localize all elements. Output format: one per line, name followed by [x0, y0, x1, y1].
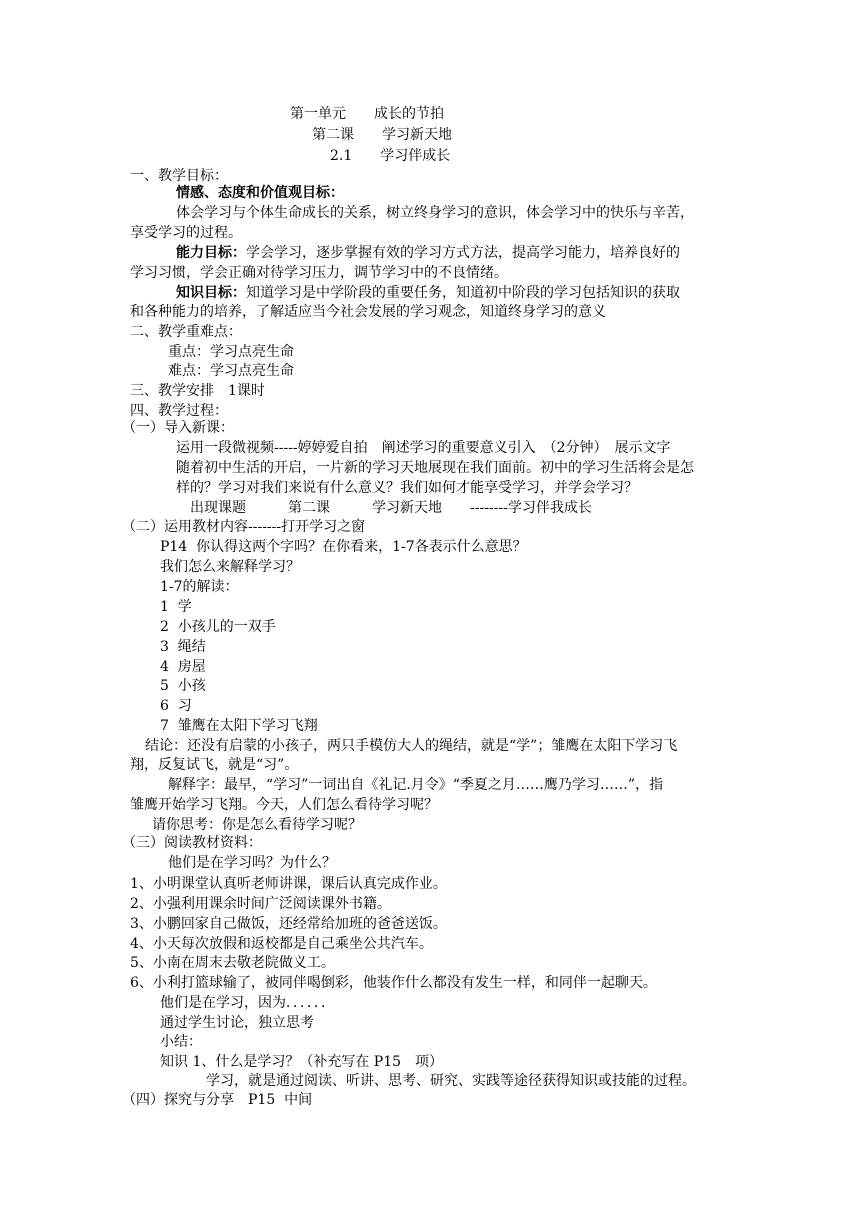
window-question: P14 你认得这两个字吗？在你看来，1-7各表示什么意思？ — [160, 539, 527, 555]
list-item: 5 小孩 — [160, 678, 206, 694]
interpretation-heading: 1-7的解读： — [160, 579, 239, 595]
goal-knowledge — [176, 283, 680, 303]
section-reading: （三）阅读教材资料： — [122, 835, 262, 851]
reading-item: 6、小利打篮球输了，被同伴喝倒彩，他装作什么都没有发生一样，和同伴一起聊天。 — [130, 975, 657, 991]
knowledge-point: 知识 1、什么是学习？（补充写在 P15 项） — [160, 1054, 444, 1070]
section-explore: （四）探究与分享 P15 中间 — [122, 1092, 313, 1108]
list-item: 1 学 — [160, 599, 192, 615]
heading-schedule: 三、教学安排 1课时 — [130, 383, 265, 399]
list-item: 3 绳结 — [160, 639, 206, 655]
goal-emotion-text-cont: 享受学习的过程。 — [130, 225, 242, 241]
goal-ability-text: 学会学习，逐步掌握有效的学习方式方法，提高学习能力，培养良好的 — [246, 245, 680, 261]
explanation: 解释字：最早，“学习”一词出自《礼记.月令》“季夏之月……鹰乃学习……”，指 — [168, 777, 664, 793]
goal-ability — [176, 243, 680, 263]
goal-knowledge-label: 知识目标： — [176, 285, 246, 301]
list-item: 2 小孩儿的一双手 — [160, 619, 276, 635]
reading-item: 1、小明课堂认真听老师讲课，课后认真完成作业。 — [130, 876, 447, 892]
unit-title: 第一单元 成长的节拍 — [290, 106, 444, 122]
goal-ability-text-cont: 学习习惯，学会正确对待学习压力，调节学习中的不良情绪。 — [130, 265, 508, 281]
list-item: 6 习 — [160, 698, 192, 714]
conclusion-cont: 翔，反复试飞，就是“习”。 — [130, 757, 299, 773]
goal-knowledge-text-cont: 和各种能力的培养，了解适应当今社会发展的学习观念，知道终身学习的意义 — [130, 304, 606, 320]
heading-goals: 一、教学目标： — [130, 168, 228, 184]
reading-item: 2、小强利用课余时间广泛阅读课外书籍。 — [130, 896, 391, 912]
window-question: 我们怎么来解释学习？ — [160, 559, 300, 575]
section-intro: （一）导入新课： — [122, 420, 234, 436]
goal-ability-label: 能力目标： — [176, 245, 246, 261]
key-point: 重点：学习点亮生命 — [168, 344, 294, 360]
discussion-line: 通过学生讨论，独立思考 — [160, 1015, 314, 1031]
think-prompt: 请你思考：你是怎么看待学习呢？ — [152, 817, 362, 833]
difficult-point: 难点：学习点亮生命 — [168, 363, 294, 379]
intro-line: 运用一段微视频-----婷婷爱自拍 阐述学习的重要意义引入 （2分钟） 展示文字 — [176, 440, 671, 456]
list-item: 7 雏鹰在太阳下学习飞翔 — [160, 718, 318, 734]
list-item: 4 房屋 — [160, 659, 206, 675]
goal-emotion-label: 情感、态度和价值观目标： — [176, 185, 344, 201]
explanation-cont: 雏鹰开始学习飞翔。今天，人们怎么看待学习呢？ — [130, 797, 438, 813]
heading-process: 四、教学过程： — [130, 403, 228, 419]
conclusion: 结论：还没有启蒙的小孩子，两只手模仿大人的绳结，就是“学”；雏鹰在太阳下学习飞 — [145, 738, 678, 754]
reading-item: 3、小鹏回家自己做饭，还经常给加班的爸爸送饭。 — [130, 916, 447, 932]
goal-emotion-text: 体会学习与个体生命成长的关系，树立终身学习的意识，体会学习中的快乐与辛苦， — [176, 205, 694, 221]
reading-item: 5、小南在周末去敬老院做义工。 — [130, 955, 335, 971]
summary-label: 小结： — [160, 1034, 202, 1050]
reading-item: 4、小天每次放假和返校都是自己乘坐公共汽车。 — [130, 936, 433, 952]
heading-key-points: 二、教学重难点： — [130, 324, 242, 340]
section-title: 2.1 学习伴成长 — [330, 148, 451, 164]
goal-knowledge-text: 知道学习是中学阶段的重要任务，知道初中阶段的学习包括知识的获取 — [246, 285, 680, 301]
because-line: 他们是在学习，因为．．．．．． — [160, 995, 335, 1011]
intro-topic: 出现课题 第二课 学习新天地 --------学习伴我成长 — [190, 500, 592, 516]
lesson-title: 第二课 学习新天地 — [312, 127, 452, 143]
intro-line: 样的？学习对我们来说有什么意义？我们如何才能享受学习，并学会学习？ — [176, 480, 638, 496]
section-window: （二）运用教材内容-------打开学习之窗 — [122, 519, 366, 535]
intro-line: 随着初中生活的开启，一片新的学习天地展现在我们面前。初中的学习生活将会是怎 — [176, 460, 694, 476]
learning-definition: 学习，就是通过阅读、听讲、思考、研究、实践等途径获得知识或技能的过程。 — [206, 1073, 696, 1089]
reading-question: 他们是在学习吗？为什么？ — [168, 855, 336, 871]
